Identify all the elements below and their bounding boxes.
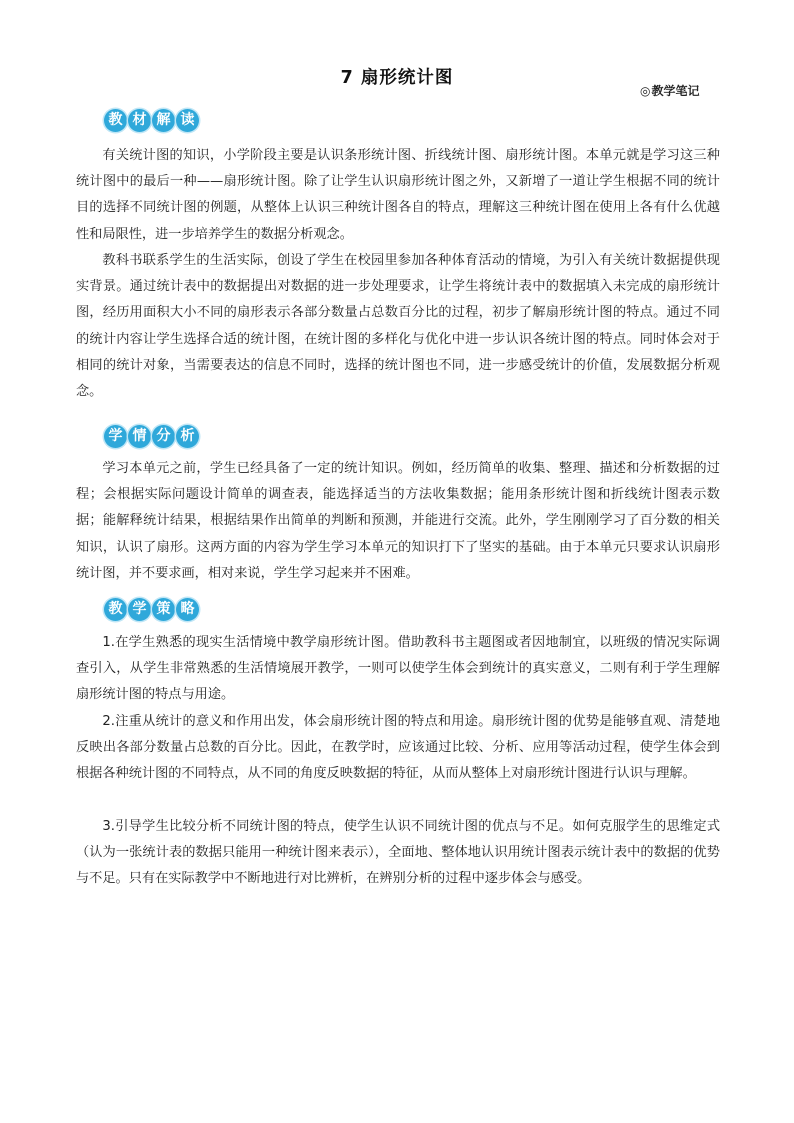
heading-char: 析 <box>176 425 199 448</box>
heading-char: 解 <box>152 109 175 132</box>
circle-mark-icon: ◎ <box>640 84 651 98</box>
heading-char: 教 <box>104 109 127 132</box>
teaching-notes-text: 教学笔记 <box>651 84 700 98</box>
section-heading-textbook-interpretation <box>104 107 199 133</box>
heading-char: 分 <box>152 425 175 448</box>
paragraph: 学习本单元之前，学生已经具备了一定的统计知识。例如，经历简单的收集、整理、描述和分析数据的过程；会根据实际问题设计简单的调查表，能选择适当的方法收集数据；能用条形统计图和折线统计图表示数据；能解释统计结果，根据结果作出简单的判断和预测，并能进行交流。此外，学生刚刚学习了百分数的相关知识，认识了扇形。这两方面的内容为学生学习本单元的知识打下了坚实的基础。由于本单元只要求认识扇形统计图，并不要求画，相对来说，学生学习起来并不困难。 <box>76 461 720 581</box>
heading-char: 材 <box>128 109 151 132</box>
page-title: 7 扇形统计图 <box>340 68 454 88</box>
heading-char: 情 <box>128 425 151 448</box>
heading-char: 教 <box>104 598 127 621</box>
paragraph: 有关统计图的知识，小学阶段主要是认识条形统计图、折线统计图、扇形统计图。本单元就是学习这三种统计图中的最后一种——扇形统计图。除了让学生认识扇形统计图之外，又新增了一道让学生根据不同的统计目的选择不同统计图的例题，从整体上认识三种统计图各自的特点，理解这三种统计图在使用上各有什么优越性和局限性，进一步培养学生的数据分析观念。 <box>76 148 720 242</box>
teaching-notes-label <box>640 82 700 99</box>
heading-char: 读 <box>176 109 199 132</box>
heading-char: 略 <box>176 598 199 621</box>
strategy-item: 1.在学生熟悉的现实生活情境中教学扇形统计图。借助教科书主题图或者因地制宜，以班级的情况实际调查引入，从学生非常熟悉的生活情境展开教学，一则可以使学生体会到统计的真实意义，二则有利于学生理解扇形统计图的特点与用途。 <box>76 635 720 703</box>
strategy-item: 3.引导学生比较分析不同统计图的特点，使学生认识不同统计图的优点与不足。如何克服学生的思维定式（认为一张统计表的数据只能用一种统计图来表示），全面地、整体地认识用统计图表示统计表中的数据的优势与不足。只有在实际教学中不断地进行对比辨析，在辨别分析的过程中逐步体会与感受。 <box>76 819 720 887</box>
heading-char: 学 <box>104 425 127 448</box>
heading-char: 策 <box>152 598 175 621</box>
strategy-item: 2.注重从统计的意义和作用出发，体会扇形统计图的特点和用途。扇形统计图的优势是能够直观、清楚地反映出各部分数量占总数的百分比。因此，在教学时，应该通过比较、分析、应用等活动过程，使学生体会到根据各种统计图的不同特点，从不同的角度反映数据的特征，从而从整体上对扇形统计图进行认识与理解。 <box>76 714 720 782</box>
heading-char: 学 <box>128 598 151 621</box>
section-heading-teaching-strategy <box>104 596 199 622</box>
paragraph: 教科书联系学生的生活实际，创设了学生在校园里参加各种体育活动的情境，为引入有关统计数据提供现实背景。通过统计表中的数据提出对数据的进一步处理要求，让学生将统计表中的数据填入未完成的扇形统计图，经历用面积大小不同的扇形表示各部分数量占总数百分比的过程，初步了解扇形统计图的特点。通过不同的统计内容让学生选择合适的统计图，在统计图的多样化与优化中进一步认识各统计图的特点。同时体会对于相同的统计对象，当需要表达的信息不同时，选择的统计图也不同，进一步感受统计的价值，发展数据分析观念。 <box>76 253 720 400</box>
section-heading-student-analysis <box>104 423 199 449</box>
